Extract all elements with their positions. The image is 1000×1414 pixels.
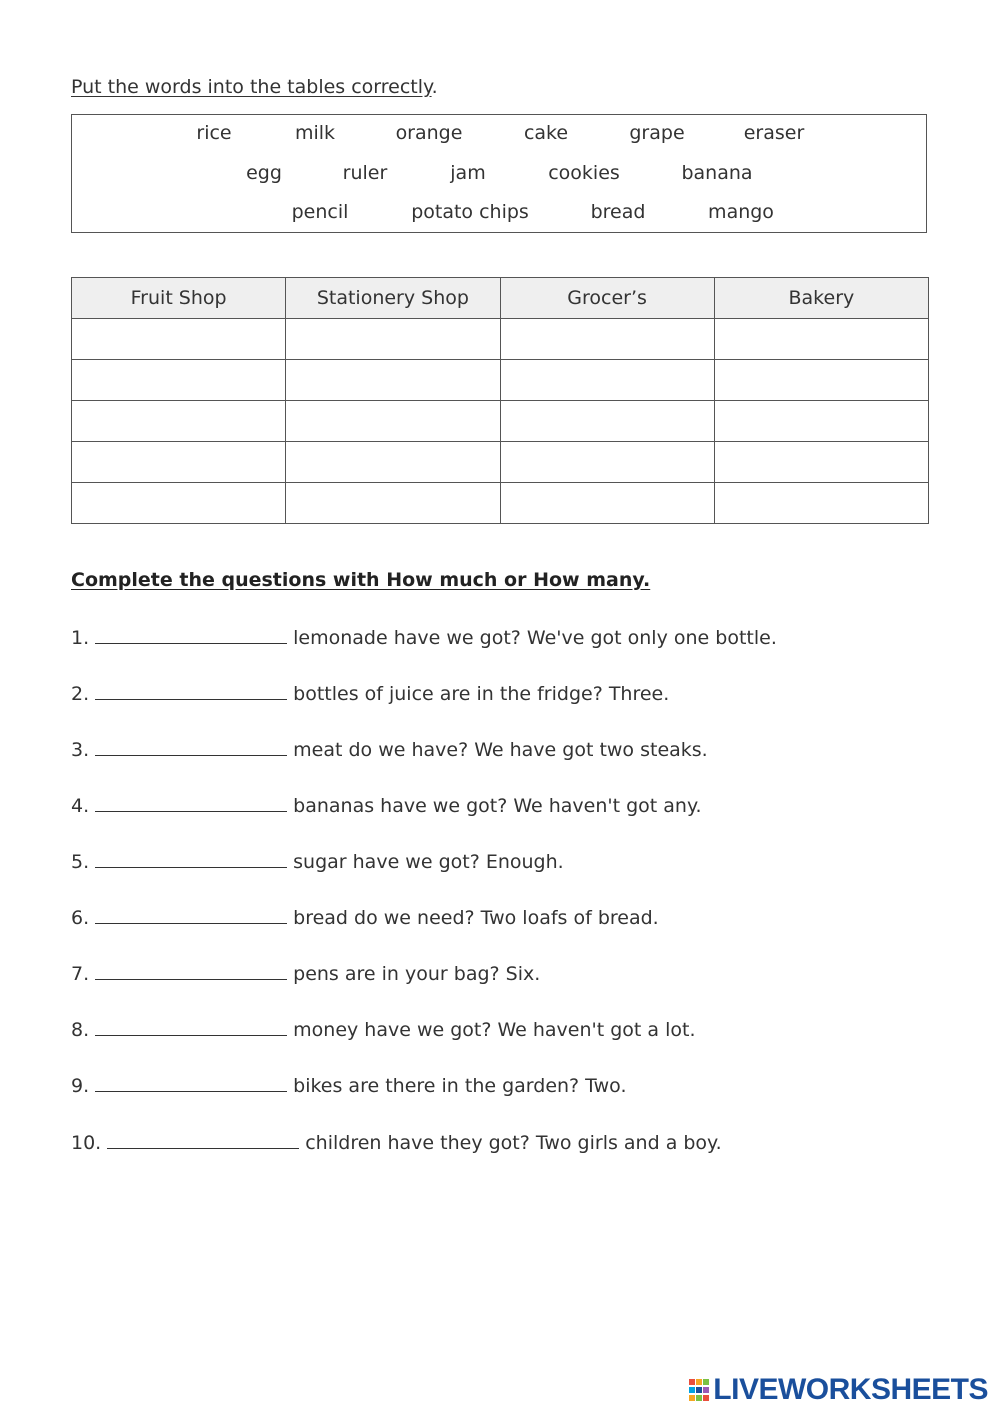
header-stationery-shop: Stationery Shop <box>286 278 500 319</box>
word-bank-word[interactable]: jam <box>450 162 486 184</box>
question-number: 5. <box>71 851 90 873</box>
question-number: 7. <box>71 963 90 985</box>
shop-table-header-row <box>72 278 929 319</box>
question-number: 3. <box>71 739 90 761</box>
liveworksheets-logo-icon <box>689 1377 711 1403</box>
question-item <box>71 623 777 653</box>
answer-blank[interactable] <box>95 1071 287 1092</box>
table-row <box>72 483 929 524</box>
answer-blank[interactable] <box>95 903 287 924</box>
question-item <box>71 959 540 989</box>
word-bank-word[interactable]: mango <box>708 201 774 223</box>
answer-cell[interactable] <box>714 401 928 442</box>
word-bank-box <box>71 114 927 233</box>
answer-blank[interactable] <box>95 791 287 812</box>
answer-cell[interactable] <box>286 401 500 442</box>
shop-sorting-table <box>71 277 929 524</box>
question-number: 1. <box>71 627 90 649</box>
answer-blank[interactable] <box>95 959 287 980</box>
word-bank-word[interactable]: egg <box>246 162 282 184</box>
questions-instruction: Complete the questions with How much or How many. <box>71 569 651 591</box>
question-number: 4. <box>71 795 90 817</box>
word-bank-word[interactable]: eraser <box>743 122 805 144</box>
answer-cell[interactable] <box>286 360 500 401</box>
liveworksheets-logo-text: LIVEWORKSHEETS <box>713 1373 988 1406</box>
table-row <box>72 401 929 442</box>
question-number: 8. <box>71 1019 90 1041</box>
answer-cell[interactable] <box>714 483 928 524</box>
liveworksheets-logo[interactable] <box>689 1373 988 1407</box>
question-item <box>71 1071 627 1101</box>
question-item <box>71 1015 696 1045</box>
question-text: pens are in your bag? Six. <box>293 963 541 985</box>
question-item <box>71 847 564 877</box>
question-number: 9. <box>71 1075 90 1097</box>
table-row <box>72 319 929 360</box>
question-text: meat do we have? We have got two steaks. <box>293 739 708 761</box>
question-text: children have they got? Two girls and a boy. <box>305 1132 722 1154</box>
answer-blank[interactable] <box>95 1015 287 1036</box>
answer-cell[interactable] <box>286 319 500 360</box>
question-text: bikes are there in the garden? Two. <box>293 1075 627 1097</box>
header-grocers: Grocer’s <box>500 278 714 319</box>
answer-cell[interactable] <box>72 442 286 483</box>
answer-blank[interactable] <box>95 623 287 644</box>
answer-cell[interactable] <box>72 483 286 524</box>
question-text: sugar have we got? Enough. <box>293 851 564 873</box>
question-number: 6. <box>71 907 90 929</box>
question-text: bread do we need? Two loafs of bread. <box>293 907 659 929</box>
sorting-instruction <box>71 76 438 98</box>
question-number: 2. <box>71 683 90 705</box>
answer-cell[interactable] <box>714 360 928 401</box>
question-text: lemonade have we got? We've got only one bottle. <box>293 627 777 649</box>
answer-blank[interactable] <box>95 679 287 700</box>
sorting-instruction-period: . <box>431 76 438 98</box>
answer-cell[interactable] <box>72 360 286 401</box>
word-bank-word[interactable]: grape <box>629 122 685 144</box>
table-row <box>72 442 929 483</box>
sorting-instruction-text: Put the words into the tables correctly <box>71 76 432 98</box>
word-bank-word[interactable]: milk <box>294 122 336 144</box>
word-bank-word[interactable]: cookies <box>548 162 620 184</box>
answer-cell[interactable] <box>72 319 286 360</box>
word-bank-word[interactable]: cake <box>523 122 569 144</box>
answer-blank[interactable] <box>95 735 287 756</box>
answer-cell[interactable] <box>500 483 714 524</box>
question-item <box>71 679 669 709</box>
answer-cell[interactable] <box>286 442 500 483</box>
table-row <box>72 360 929 401</box>
word-bank-word[interactable]: banana <box>681 162 753 184</box>
question-item <box>71 903 659 933</box>
answer-blank[interactable] <box>95 847 287 868</box>
question-number: 10. <box>71 1132 102 1154</box>
answer-cell[interactable] <box>714 442 928 483</box>
question-item <box>71 791 702 821</box>
question-text: money have we got? We haven't got a lot. <box>293 1019 696 1041</box>
word-bank-word[interactable]: bread <box>590 201 646 223</box>
question-item <box>71 1128 722 1158</box>
header-fruit-shop: Fruit Shop <box>72 278 286 319</box>
answer-cell[interactable] <box>714 319 928 360</box>
question-text: bottles of juice are in the fridge? Three. <box>293 683 670 705</box>
answer-cell[interactable] <box>500 401 714 442</box>
header-bakery: Bakery <box>714 278 928 319</box>
question-item <box>71 735 708 765</box>
answer-cell[interactable] <box>286 483 500 524</box>
answer-cell[interactable] <box>500 442 714 483</box>
word-bank-word[interactable]: rice <box>196 122 232 144</box>
answer-blank[interactable] <box>107 1128 299 1149</box>
word-bank-word[interactable]: potato chips <box>411 201 529 223</box>
word-bank-word[interactable]: ruler <box>342 162 388 184</box>
answer-cell[interactable] <box>500 319 714 360</box>
word-bank-word[interactable]: orange <box>395 122 463 144</box>
question-text: bananas have we got? We haven't got any. <box>293 795 702 817</box>
answer-cell[interactable] <box>500 360 714 401</box>
answer-cell[interactable] <box>72 401 286 442</box>
word-bank-word[interactable]: pencil <box>291 201 349 223</box>
